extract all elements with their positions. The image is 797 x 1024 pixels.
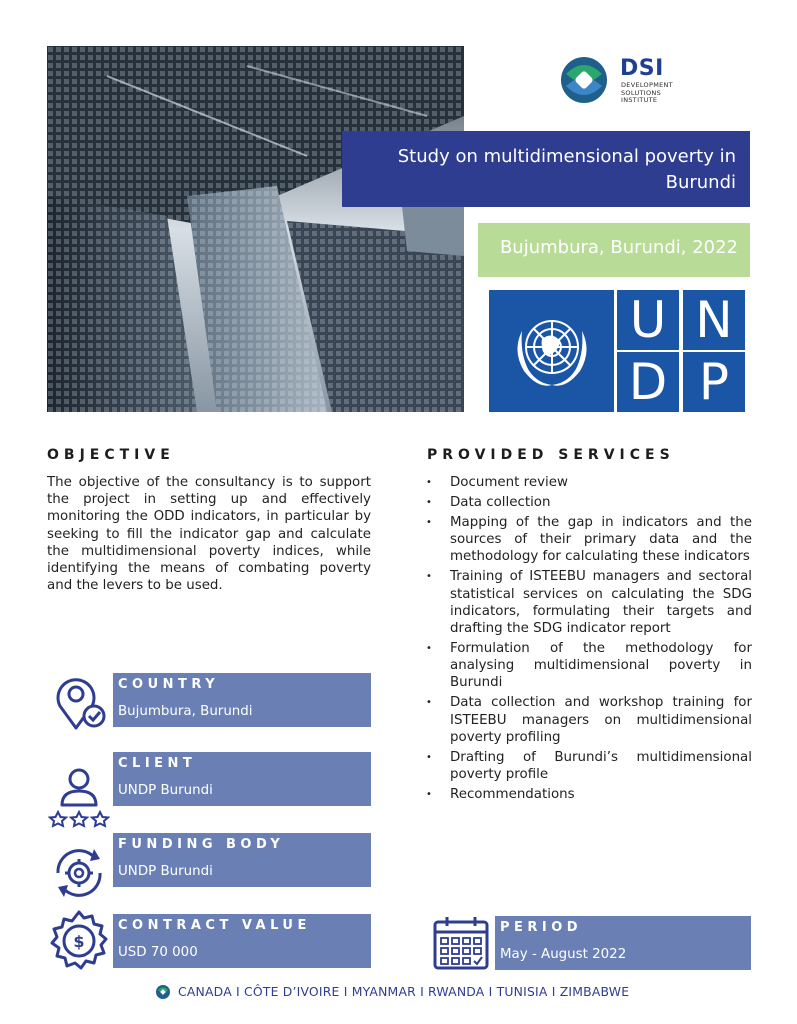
- bullet: •: [426, 571, 432, 583]
- bullet: •: [426, 517, 432, 528]
- location-text: Bujumbura, Burundi, 2022: [499, 237, 738, 258]
- service-text: Training of ISTEEBU managers and sectoral statistical services on calculating the SDG indicators, formulating their targets and drafting the SDG indicator report: [450, 569, 752, 637]
- list-item: [424, 474, 752, 491]
- service-text: Data collection: [450, 495, 551, 510]
- service-text: Mapping of the gap in indicators and the sources of their primary data and the methodology for calculating these indicators: [450, 515, 752, 565]
- hero-photo: [47, 46, 464, 412]
- dsi-subtitle-line: DEVELOPMENT: [621, 81, 673, 89]
- contract-label: CONTRACT VALUE: [118, 918, 311, 933]
- bullet: •: [426, 751, 432, 763]
- un-emblem-icon: [502, 301, 602, 401]
- bullet: •: [426, 697, 432, 709]
- country-card: [113, 673, 371, 727]
- objective-heading: OBJECTIVE: [47, 447, 175, 463]
- undp-logo: [489, 290, 745, 412]
- list-item: [424, 568, 752, 637]
- undp-letter-u: U: [617, 290, 679, 350]
- un-emblem: [489, 290, 614, 412]
- list-item: [424, 786, 752, 803]
- dsi-logo-mark-icon: [556, 54, 612, 106]
- bullet: •: [426, 477, 432, 488]
- bullet: •: [426, 643, 432, 655]
- funding-value: UNDP Burundi: [118, 864, 213, 879]
- undp-letter-n: N: [683, 290, 745, 350]
- undp-letter-d: D: [617, 352, 679, 412]
- service-text: Formulation of the methodology for analysing multidimensional poverty in Burundi: [450, 641, 752, 691]
- service-text: Recommendations: [450, 787, 575, 803]
- calendar-icon: [432, 914, 490, 972]
- service-text: Document review: [450, 475, 568, 490]
- client-person-rating-icon: [48, 765, 110, 829]
- client-label: CLIENT: [118, 756, 197, 771]
- title-banner: [342, 131, 750, 207]
- bullet: •: [426, 789, 432, 801]
- period-card: [495, 916, 751, 970]
- services-list: [424, 474, 752, 806]
- service-text: Drafting of Burundi’s multidimensional poverty profile: [450, 749, 752, 783]
- page-title: Study on multidimensional poverty in Burundi: [397, 146, 736, 193]
- country-value: Bujumbura, Burundi: [118, 704, 253, 719]
- dsi-subtitle-line: INSTITUTE: [621, 96, 658, 104]
- list-item: [424, 640, 752, 692]
- dsi-logo-subtitle: [621, 82, 691, 105]
- dsi-footer-logo-icon: [155, 984, 171, 1000]
- location-pin-icon: [50, 672, 106, 732]
- list-item: [424, 749, 752, 783]
- dollar-gear-icon: [46, 908, 112, 974]
- dsi-logo: [556, 54, 691, 106]
- services-heading: PROVIDED SERVICES: [427, 447, 675, 463]
- funding-card: [113, 833, 371, 887]
- country-label: COUNTRY: [118, 677, 220, 692]
- list-item: [424, 494, 752, 511]
- funding-gear-cycle-icon: [48, 841, 110, 905]
- location-banner: [478, 223, 750, 277]
- client-value: UNDP Burundi: [118, 783, 213, 798]
- funding-label: FUNDING BODY: [118, 837, 285, 852]
- list-item: [424, 694, 752, 746]
- period-label: PERIOD: [500, 920, 583, 935]
- contract-card: [113, 914, 371, 968]
- footer-countries: CANADA I CÔTE D’IVOIRE I MYANMAR I RWANDA I TUNISIA I ZIMBABWE: [178, 984, 630, 999]
- skyscrapers-image: [47, 46, 464, 412]
- period-value: May - August 2022: [500, 947, 627, 962]
- bullet: •: [426, 497, 432, 508]
- objective-text: The objective of the consultancy is to support the project in setting up and effectively monitoring the ODD indicators, in particular by seeking to fill the indicator gap and calculate the multidimensional poverty indices, while identifying the means of combating poverty and the levers to be used.: [47, 475, 371, 594]
- client-card: [113, 752, 371, 806]
- undp-letter-p: P: [683, 352, 745, 412]
- svg-text:$: $: [73, 932, 85, 951]
- contract-value: USD 70 000: [118, 945, 198, 960]
- dsi-subtitle-line: SOLUTIONS: [621, 88, 661, 97]
- service-text: Data collection and workshop training for ISTEEBU managers on multidimensional poverty profiling: [450, 695, 752, 745]
- dsi-logo-text: DSI: [620, 56, 664, 81]
- list-item: [424, 514, 752, 566]
